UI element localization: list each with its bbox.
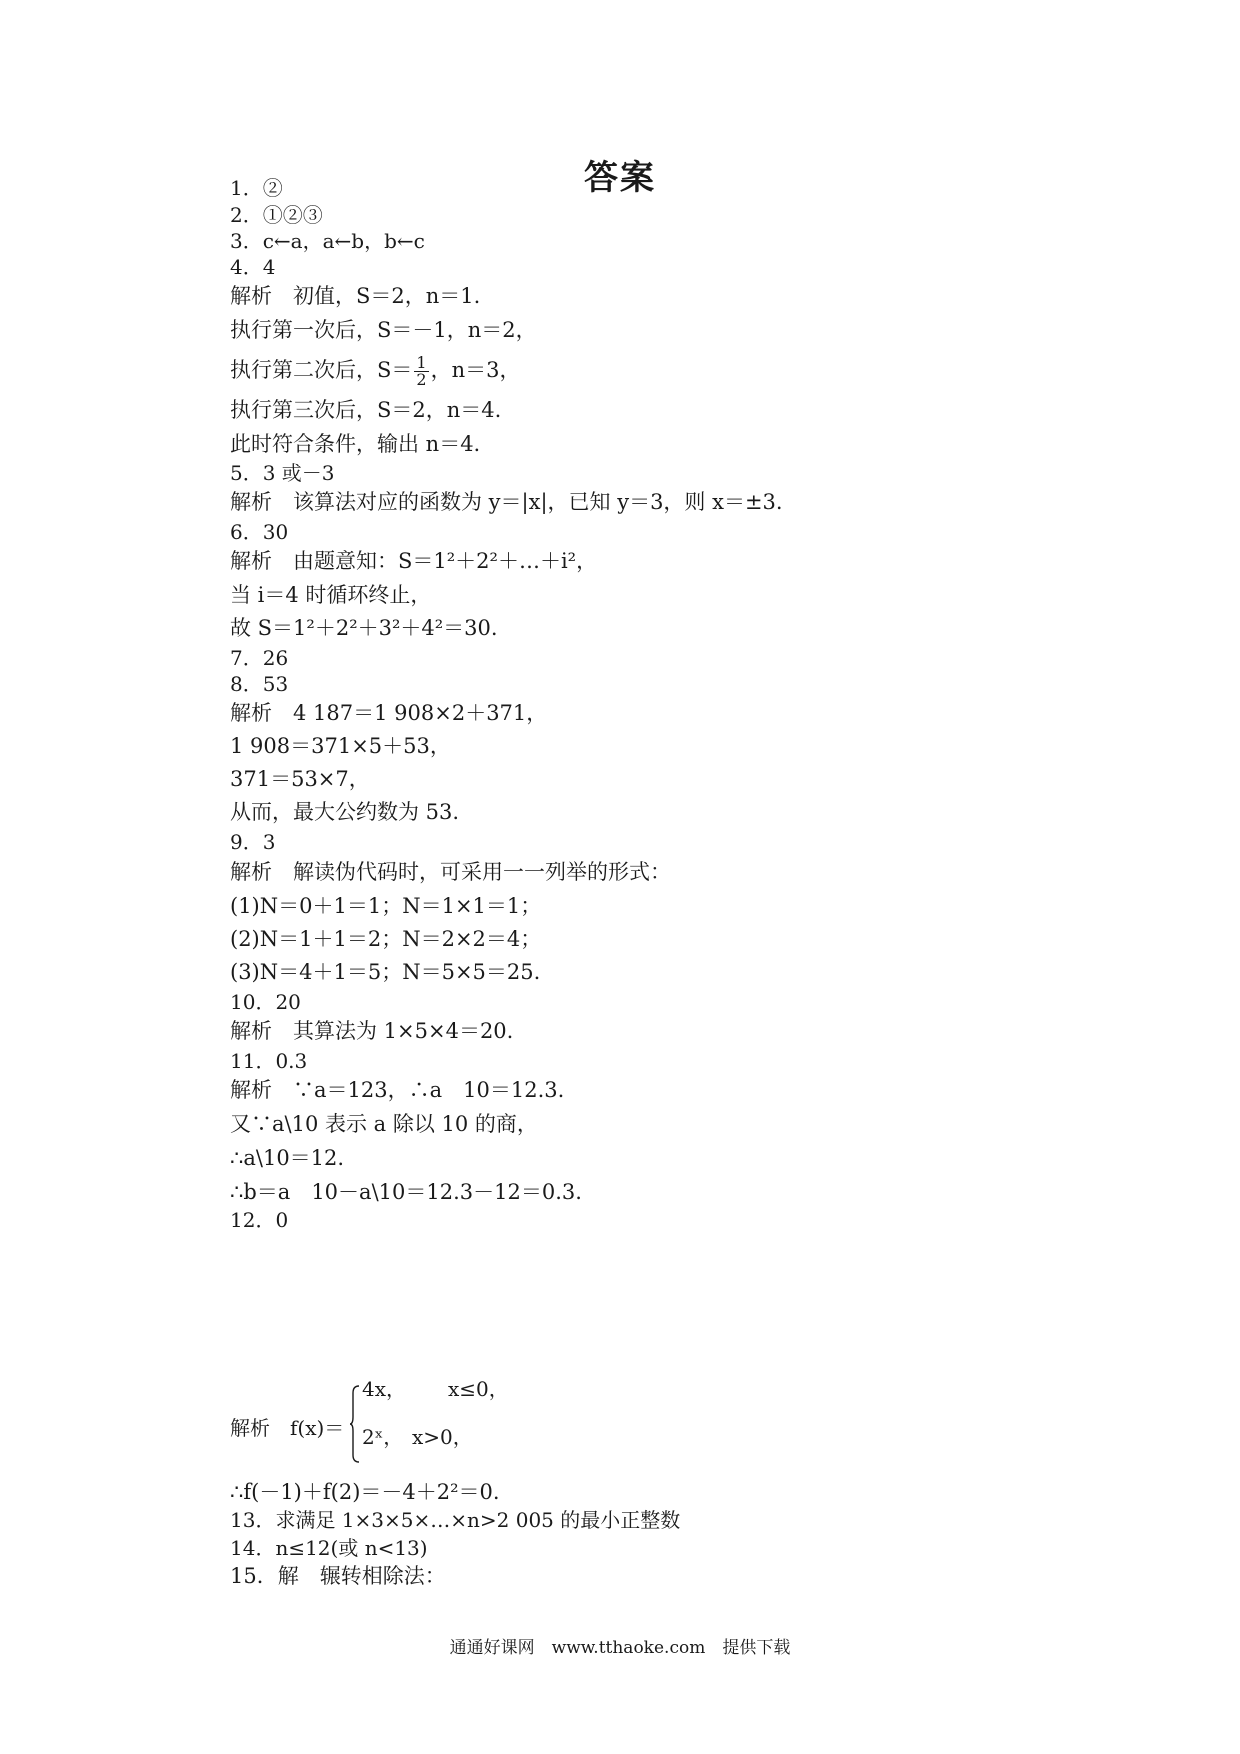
answer-5: 5．3 或－3 [230,461,335,485]
analysis-6-line-3: 故 S＝1²＋2²＋3²＋4²＝30. [230,616,498,640]
answer-13: 13．求满足 1×3×5×…×n>2 005 的最小正整数 [230,1508,681,1532]
answer-8: 8．53 [230,672,289,696]
answer-3: 3．c←a，a←b，b←c [230,229,425,253]
answer-14: 14．n≤12(或 n<13) [230,1536,428,1560]
piecewise-case-2-cond: x>0， [412,1425,473,1449]
analysis-12-result: ∴f(－1)＋f(2)＝－4＋2²＝0. [230,1480,500,1504]
answer-15: 15．解 辗转相除法： [230,1564,446,1588]
answer-4: 4．4 [230,255,276,279]
analysis-9-line-3: (2)N＝1＋1＝2；N＝2×2＝4； [230,927,542,951]
analysis-8-line-4: 从而，最大公约数为 53. [230,800,460,824]
analysis-10: 解析 其算法为 1×5×4＝20. [230,1019,514,1043]
analysis-8-line-1: 解析 4 187＝1 908×2＋371， [230,701,548,725]
analysis-4-line-3: 执行第二次后，S＝ $\frac{1}{2}$ ，n＝3， [230,353,521,389]
analysis-8-line-2: 1 908＝371×5＋53， [230,734,451,758]
answer-10: 10．20 [230,990,301,1014]
analysis-5: 解析 该算法对应的函数为 y＝|x|，已知 y＝3，则 x＝±3. [230,490,783,514]
piecewise-case-1-cond: x≤0， [448,1377,509,1401]
analysis-4-line-4: 执行第三次后，S＝2，n＝4. [230,398,502,422]
fraction-one-half: $\frac{1}{2}$ [416,353,427,389]
analysis-8-line-3: 371＝53×7， [230,767,370,791]
page-footer: 通通好课网 www.tthaoke.com 提供下载 [449,1638,791,1658]
analysis-9-line-1: 解析 解读伪代码时，可采用一一列举的形式： [230,860,671,884]
analysis-9-line-2: (1)N＝0＋1＝1；N＝1×1＝1； [230,894,542,918]
piecewise-case-2-expr: 2ˣ， [362,1425,404,1449]
answer-1: 1．② [230,176,283,200]
answer-12: 12．0 [230,1208,289,1232]
answer-9: 9．3 [230,830,276,854]
answer-6: 6．30 [230,520,289,544]
analysis-4-line-2: 执行第一次后，S＝－1，n＝2， [230,318,537,342]
analysis-6-line-1: 解析 由题意知：S＝1²＋2²＋…＋i²， [230,549,598,573]
piecewise-case-1-expr: 4x， [362,1377,407,1401]
analysis-11-line-1: 解析 ∵a＝123，∴a 10＝12.3. [230,1078,565,1102]
analysis-6-line-2: 当 i＝4 时循环终止， [230,583,432,607]
left-brace-icon [350,1385,360,1463]
piecewise-prefix: 解析 f(x)＝ [230,1416,345,1440]
analysis-11-line-4: ∴b＝a 10－a\10＝12.3－12＝0.3. [230,1180,582,1204]
analysis-11-line-3: ∴a\10＝12. [230,1146,345,1170]
answer-7: 7．26 [230,646,289,670]
analysis-11-line-2: 又∵a\10 表示 a 除以 10 的商， [230,1112,538,1136]
analysis-9-line-4: (3)N＝4＋1＝5；N＝5×5＝25. [230,960,541,984]
answer-2: 2．①②③ [230,203,323,227]
analysis-4-line-5: 此时符合条件，输出 n＝4. [230,432,481,456]
page-title: 答案 [584,158,656,198]
answer-11: 11．0.3 [230,1049,308,1073]
analysis-4-line-1: 解析 初值，S＝2，n＝1. [230,284,481,308]
